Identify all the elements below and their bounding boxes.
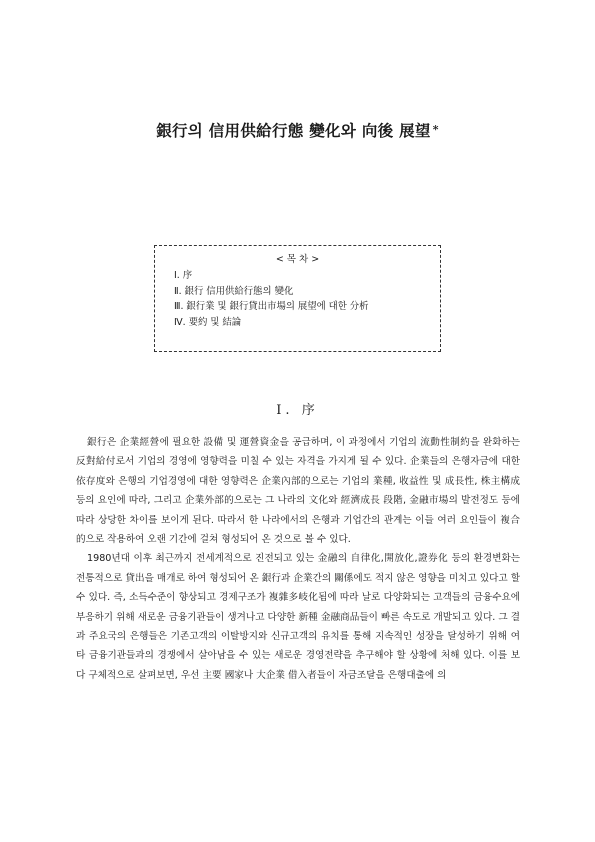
title-text: 銀行의 信用供給行態 變化와 向後 展望 (156, 121, 431, 140)
toc-item-3: Ⅲ. 銀行業 및 銀行貸出市場의 展望에 대한 分析 (174, 301, 369, 312)
document-title (0, 119, 595, 141)
toc-heading: < 목 차 > (275, 254, 320, 265)
paragraph-2: 1980년대 이후 최근까지 전세계적으로 진전되고 있는 金融의 自律化,開放化,證券化 등의 환경변화는 전통적으로 貸出을 매개로 하여 형성되어 온 銀行과 企業간의 關係에도 적지 않은 영향을 미치고 있다고 할 수 있다. 즉, 소득수준이 향상되고 경제구조가 複雜多岐化됨에 따라 날로 다양화되는 고객들의 금융수요에 부응하기 위해 새로운 금융기관들이 생겨나고 다양한 新種 金融商品들이 빠른 속도로 개발되고 있다. 그 결과 주요국의 은행들은 기존고객의 이탈방지와 신규고객의 유치를 통해 지속적인 성장을 달성하기 위해 여타 금융기관들과의 경쟁에서 살아남을 수 있는 새로운 경영전략을 추구해야 할 상황에 처해 있다. 이를 보다 구체적으로 살펴보면, 우선 主要 國家나 大企業 借入者들이 자금조달을 은행대출에 의 (76, 553, 520, 681)
toc-item-4: Ⅳ. 要約 및 結論 (174, 316, 242, 328)
paragraph-1: 銀行은 企業經營에 필요한 設備 및 運營資金을 공급하며, 이 과정에서 기업의 流動性制約을 완화하는 反對給付로서 기업의 경영에 영향력을 미칠 수 있는 자격을 가지게 될 수 있다. 企業들의 은행자금에 대한 依存度와 은행의 기업경영에 대한 영향력은 企業內部的으로는 기업의 業種, 收益性 및 成長性, 株主構成 등의 요인에 따라, 그리고 企業外部的으로는 그 나라의 文化와 經濟成長 段階, 金融市場의 발전정도 등에 따라 상당한 차이를 보이게 된다. 따라서 한 나라에서의 은행과 기업간의 관계는 이들 여러 요인들이 複合的으로 작용하여 오랜 기간에 걸쳐 형성되어 온 것으로 볼 수 있다. (76, 437, 520, 546)
toc-list (174, 268, 368, 330)
toc-item-1: Ⅰ. 序 (174, 270, 193, 281)
body-text (76, 433, 520, 685)
section-heading: Ⅰ. 序 (276, 403, 319, 418)
title-footnote-mark: * (432, 123, 439, 136)
toc-item-2: Ⅱ. 銀行 信用供給行態의 變化 (174, 285, 294, 297)
table-of-contents (154, 245, 441, 352)
